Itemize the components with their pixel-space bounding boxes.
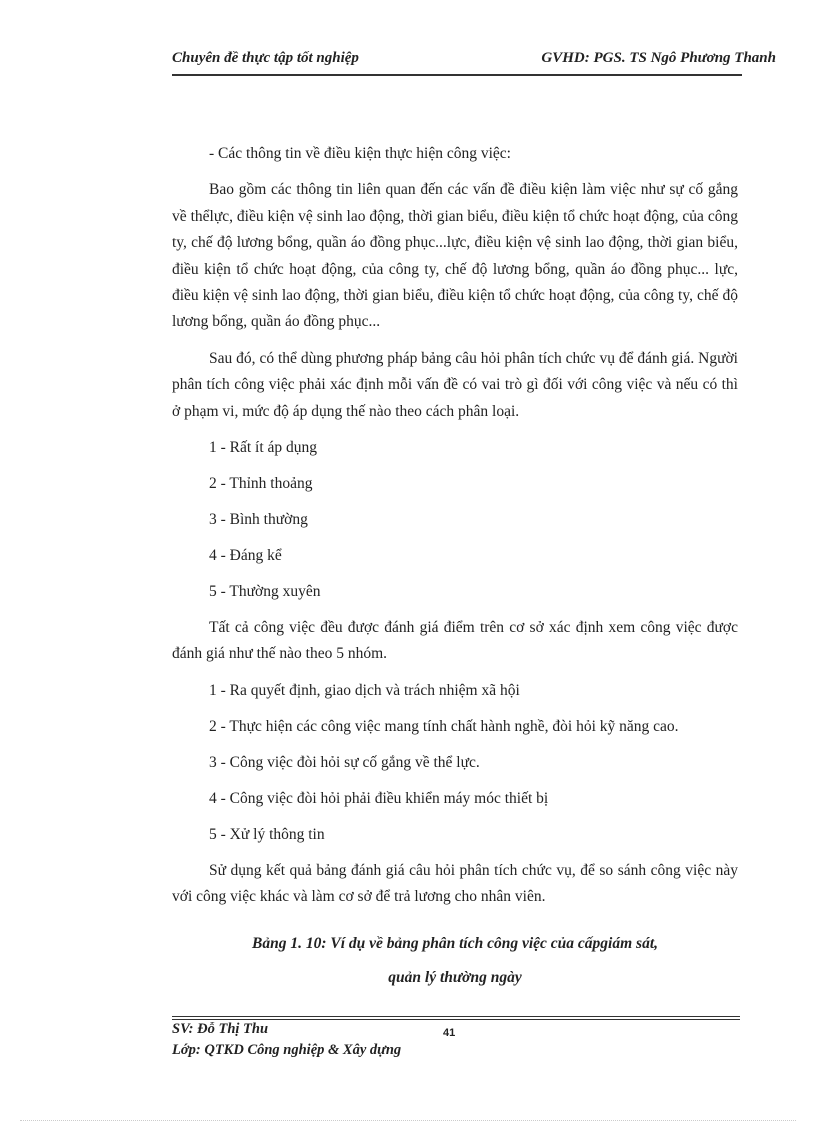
paragraph-conditions-detail: Bao gồm các thông tin liên quan đến các vấn đề điều kiện làm việc như sự cố gắng về thểlực, điều kiện vệ sinh lao động, thời gian biểu, điều kiện tổ chức hoạt động, của công ty, chế độ lương bổng, quần áo đồng phục...lực, điều kiện vệ sinh lao động, thời gian biểu, điều kiện tổ chức hoạt động, của công ty, chế độ lương bổng, quần áo đồng phục... lực, điều kiện vệ sinh lao động, thời gian biểu, điều kiện tổ chức hoạt động, của công ty, chế độ lương bổng, quần áo đồng phục...	[172, 181, 738, 331]
scale-item: 1 - Rất ít áp dụng	[209, 439, 318, 457]
footer-class: Lớp: QTKD Công nghiệp & Xây dựng	[172, 1042, 402, 1058]
footer-divider-second	[172, 1019, 740, 1020]
header-advisor: GVHD: PGS. TS Ngô Phương Thanh	[541, 50, 776, 66]
scale-item: 3 - Bình thường	[209, 511, 308, 529]
group-item: 5 - Xử lý thông tin	[209, 825, 325, 843]
header-title: Chuyên đề thực tập tốt nghiệp	[172, 50, 359, 66]
group-item: 2 - Thực hiện các công việc mang tính chất hành nghề, đòi hỏi kỹ năng cao.	[209, 717, 679, 735]
table-caption-line2: quản lý thường ngày	[388, 969, 522, 986]
paragraph-groups-intro: Tất cả công việc đều được đánh giá điểm trên cơ sở xác định xem công việc được đánh giá như thế nào theo 5 nhóm.	[172, 619, 738, 663]
group-item: 4 - Công việc đòi hỏi phải điều khiển máy móc thiết bị	[209, 789, 549, 807]
page-number: 41	[443, 1027, 456, 1039]
footer-divider	[172, 1016, 740, 1017]
body-text	[172, 141, 738, 921]
table-caption-line1: Bảng 1. 10: Ví dụ về bảng phân tích công việc của cấpgiám sát,	[251, 935, 659, 952]
group-item: 1 - Ra quyết định, giao dịch và trách nhiệm xã hội	[209, 681, 520, 699]
scale-item: 2 - Thỉnh thoảng	[209, 475, 313, 493]
footer-student: SV: Đỗ Thị Thu	[172, 1021, 269, 1037]
paragraph-method: Sau đó, có thể dùng phương pháp bảng câu hỏi phân tích chức vụ để đánh giá. Người phân tích công việc phải xác định mỗi vấn đề có vai trò gì đối với công việc và nếu có thì ở phạm vi, mức độ áp dụng thế nào theo cách phân loại.	[172, 349, 738, 420]
page-header	[172, 50, 776, 72]
paragraph-work-conditions: - Các thông tin về điều kiện thực hiện công việc:	[209, 145, 511, 162]
header-divider	[172, 74, 742, 76]
group-item: 3 - Công việc đòi hỏi sự cố gắng về thể lực.	[209, 753, 480, 771]
scale-item: 5 - Thường xuyên	[209, 583, 321, 601]
scale-item: 4 - Đáng kể	[209, 547, 282, 565]
paragraph-usage: Sử dụng kết quả bảng đánh giá câu hỏi phân tích chức vụ, để so sánh công việc này với công việc khác và làm cơ sở để trả lương cho nhân viên.	[172, 861, 738, 906]
page-bottom-border	[20, 1120, 796, 1121]
